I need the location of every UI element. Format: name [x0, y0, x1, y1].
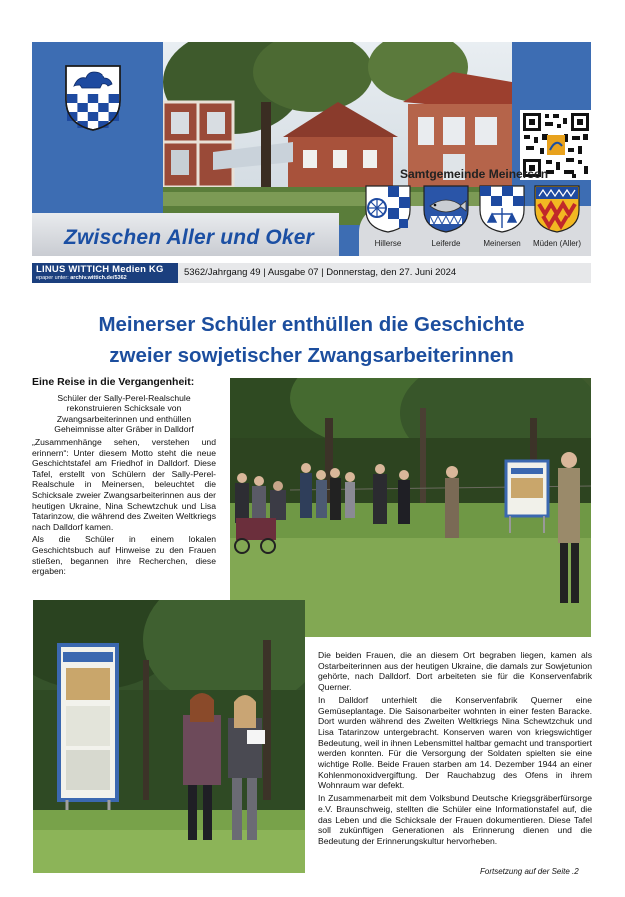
article-paragraph: Als die Schüler in einem lokalen Geschichtsbuch auf Hinweise zu den Frauen stießen, begannen ihre Recherchen, diese ergaben: — [32, 534, 216, 577]
mueden-shield-icon — [533, 184, 581, 234]
shield-label-hillerse: Hillerse — [374, 239, 402, 248]
ceremony-photo — [230, 378, 591, 637]
publisher-name: LINUS WITTICH Medien KG — [36, 264, 164, 275]
epaper-prefix: epaper unter: — [36, 275, 69, 281]
epaper-line — [36, 275, 127, 281]
article-paragraph: In Zusammenarbeit mit dem Volksbund Deutsche Kriegsgräberfürsorge e.V. Braunschweig, stellten die Schüler eine Informationstafel auf, die das Leben und die Schicksale der Frauen dokumentieren. Diese Tafel soll zukünftigen Generationen als Erinnerung dienen und die Bedeutung der Erinnerungskultur hervorheben. — [318, 793, 592, 846]
article-paragraph: „Zusammenhänge sehen, verstehen und erinnern“: Unter diesem Motto steht die neue Geschichtstafel am Friedhof in Dalldorf. Diese Tafel, erstellt von Schülern der Sally-Perel-Realschule in Meinersen, beleuchtet die Schicksale zweier Zwangsarbeiterinnen aus der heutigen Ukraine, Nina Schewtzchuk und Lisa Tatarinzow, die während des Zweiten Weltkriegs nach Dalldorf kamen. — [32, 436, 216, 532]
headline-line-2: zweier sowjetischer Zwangsarbeiterinnen — [109, 344, 514, 367]
article-right-column — [318, 650, 592, 849]
article-paragraph: In Dalldorf unterhielt die Konservenfabrik Querner eine Gemüseplantage. Die Saisonarbeiter wohnten in einer festen Baracke. Dort wurden während des Zweiten Weltkriegs Nina Schewtzchuk und Lisa Tatarinzow untergebracht. Konserven waren von kriegswichtiger Bedeutung, weil in ihnen Lebensmittel haltbar gemacht und transportiert werden konnten. Für die Versorgung der Soldaten spielten sie eine wichtige Rolle. Beide Frauen starben am 14. Dezember 1944 an einer Kohlenmonoxidvergiftung. Der Rauchabzug des Ofens in ihrem Wohnraum war defekt. — [318, 694, 592, 791]
article-paragraph: Die beiden Frauen, die an diesem Ort begraben liegen, kamen als Ostarbeiterinnen aus der heutigen Ukraine, die damals zur Sowjetunion gehörte, nach Dalldorf. Dort arbeiteten sie für die Konservenfabrik Querner. — [318, 650, 592, 693]
continued-note[interactable]: Fortsetzung auf der Seite .2 — [480, 867, 579, 876]
article-lead: Eine Reise in die Vergangenheit: — [32, 376, 195, 388]
issue-bar — [178, 263, 591, 283]
shield-label-leiferde: Leiferde — [431, 239, 461, 248]
publisher-bar — [32, 263, 178, 283]
epaper-link[interactable]: archiv.wittich.de/5362 — [70, 275, 127, 281]
students-photo — [33, 600, 305, 873]
article-left-column — [32, 377, 216, 579]
newspaper-title: Zwischen Aller und Oker — [64, 226, 315, 249]
headline-line-1: Meinerser Schüler enthüllen die Geschichte — [98, 313, 525, 336]
meinersen-shield-icon — [478, 184, 526, 234]
issue-info: 5362/Jahrgang 49 | Ausgabe 07 | Donnerstag, den 27. Juni 2024 — [184, 267, 457, 278]
shield-label-mueden: Müden (Aller) — [532, 239, 581, 248]
article-paragraph: Schüler der Sally-Perel-Realschule rekonstruieren Schicksale von Zwangsarbeiterinnen und enthüllen Geheimnisse alter Gräber in Dalldorf — [54, 392, 194, 435]
shield-label-meinersen: Meinersen — [483, 239, 521, 248]
article-headline — [32, 309, 591, 371]
leiferde-shield-icon — [422, 184, 470, 234]
samtgemeinde-title: Samtgemeinde Meinersen — [400, 167, 549, 181]
meinersen-coat-of-arms-icon — [64, 64, 122, 132]
hillerse-shield-icon — [364, 184, 412, 234]
